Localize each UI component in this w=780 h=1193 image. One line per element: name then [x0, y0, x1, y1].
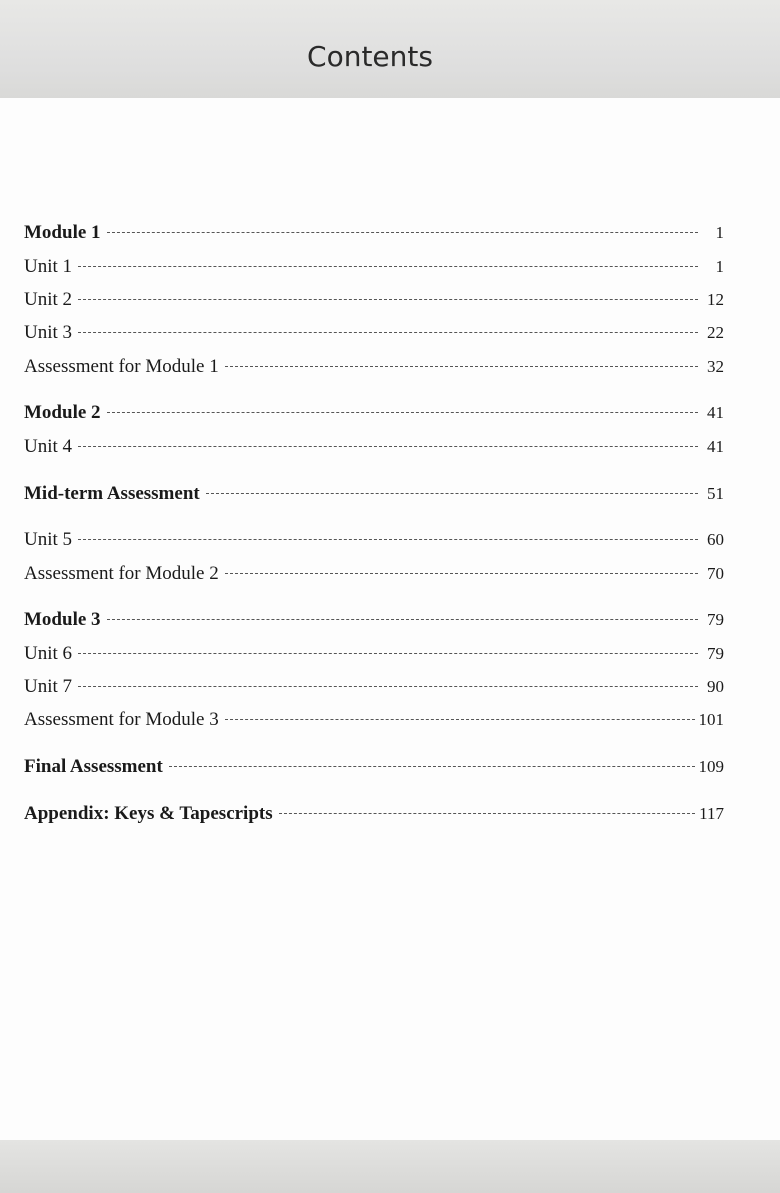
toc-entry-assessment-module-2[interactable]: [24, 563, 724, 589]
dot-leader: [107, 619, 698, 620]
toc-entry-appendix[interactable]: [24, 803, 724, 829]
toc-entry-label: Unit 4: [24, 436, 73, 457]
toc-entry-page: 79: [707, 644, 724, 663]
toc-entry-page: 22: [707, 323, 724, 342]
dot-leader: [78, 539, 698, 540]
dot-leader: [78, 653, 698, 654]
toc-entry-assessment-module-3[interactable]: [24, 709, 724, 735]
toc-entry-page: 70: [707, 564, 724, 583]
toc-entry-unit-7[interactable]: [24, 676, 724, 702]
toc-entry-label: Assessment for Module 2: [24, 563, 219, 584]
dot-leader: [225, 719, 695, 720]
toc-entry-unit-3[interactable]: [24, 322, 724, 348]
toc-entry-label: Unit 3: [24, 322, 73, 343]
dot-leader: [107, 412, 698, 413]
toc-entry-label: Final Assessment: [24, 756, 163, 777]
toc-entry-page: 117: [699, 804, 724, 823]
toc-entry-label: Module 2: [24, 402, 101, 423]
dot-leader: [206, 493, 698, 494]
toc-entry-page: 60: [707, 530, 724, 549]
dot-leader: [279, 813, 696, 814]
toc-entry-page: 1: [715, 257, 724, 276]
dot-leader: [225, 366, 698, 367]
toc-entry-unit-6[interactable]: [24, 643, 724, 669]
toc-entry-unit-5[interactable]: [24, 529, 724, 555]
toc-entry-mid-term-assessment[interactable]: [24, 483, 724, 509]
toc-entry-page: 109: [698, 757, 724, 776]
toc-entry-page: 1: [715, 223, 724, 242]
footer-band: [0, 1140, 780, 1193]
toc-entry-label: Mid-term Assessment: [24, 483, 200, 504]
toc-entry-unit-4[interactable]: [24, 436, 724, 462]
toc-entry-label: Module 1: [24, 222, 101, 243]
toc-entry-module-3[interactable]: [24, 609, 724, 635]
dot-leader: [107, 232, 698, 233]
dot-leader: [78, 332, 698, 333]
toc-entry-label: Appendix: Keys & Tapescripts: [24, 803, 273, 824]
toc-entry-page: 32: [707, 357, 724, 376]
toc-entry-label: Assessment for Module 3: [24, 709, 219, 730]
dot-leader: [78, 446, 698, 447]
dot-leader: [78, 266, 698, 267]
toc-entry-label: Unit 5: [24, 529, 73, 550]
toc-entry-page: 101: [698, 710, 724, 729]
page-title: Contents: [307, 40, 433, 73]
toc-entry-label: Unit 2: [24, 289, 73, 310]
toc-entry-module-1[interactable]: [24, 222, 724, 248]
header-band: [0, 0, 780, 98]
toc-entry-module-2[interactable]: [24, 402, 724, 428]
dot-leader: [225, 573, 698, 574]
toc-entry-page: 41: [707, 437, 724, 456]
toc-entry-label: Module 3: [24, 609, 101, 630]
toc-entry-label: Assessment for Module 1: [24, 356, 219, 377]
toc-entry-label: Unit 1: [24, 256, 73, 277]
toc-entry-label: Unit 6: [24, 643, 73, 664]
dot-leader: [78, 299, 698, 300]
toc-entry-page: 12: [707, 290, 724, 309]
toc-entry-page: 51: [707, 484, 724, 503]
toc-entry-page: 79: [707, 610, 724, 629]
toc-entry-page: 41: [707, 403, 724, 422]
toc-entry-final-assessment[interactable]: [24, 756, 724, 782]
toc-entry-unit-1[interactable]: [24, 256, 724, 282]
toc-entry-unit-2[interactable]: [24, 289, 724, 315]
dot-leader: [169, 766, 695, 767]
toc-entry-page: 90: [707, 677, 724, 696]
toc-entry-label: Unit 7: [24, 676, 73, 697]
toc-entry-assessment-module-1[interactable]: [24, 356, 724, 382]
dot-leader: [78, 686, 698, 687]
